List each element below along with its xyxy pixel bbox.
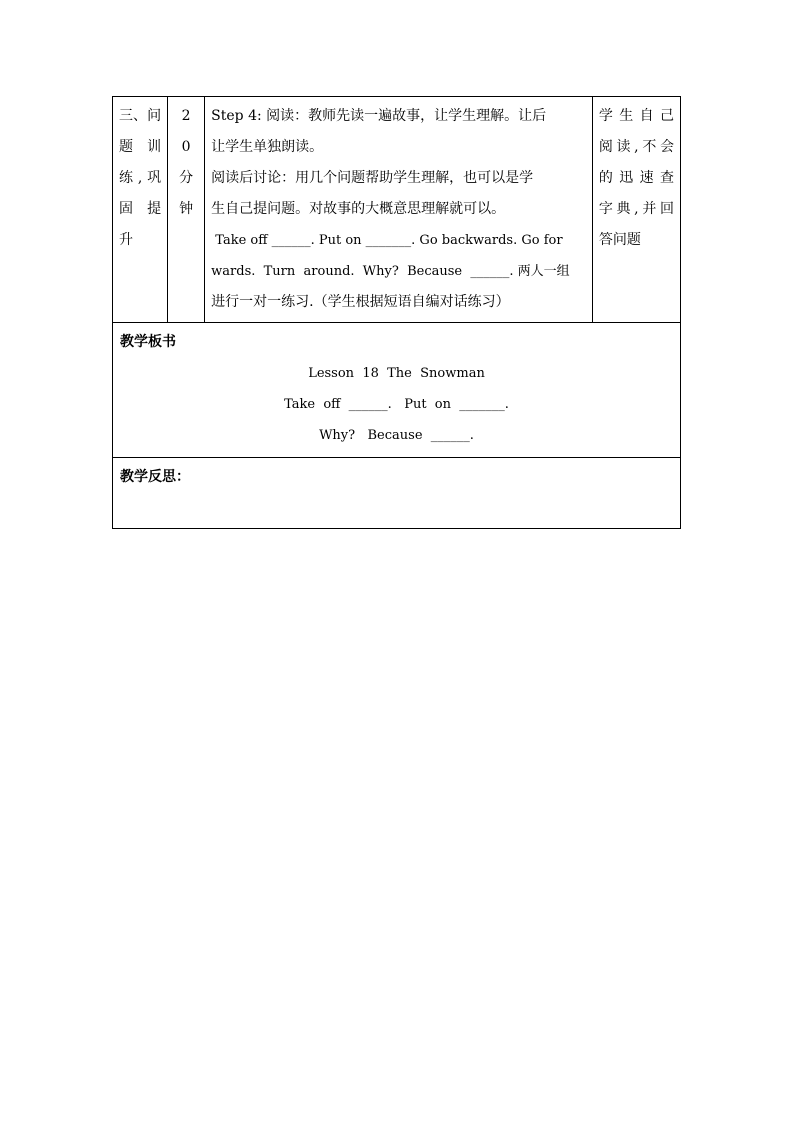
time-line: 分 xyxy=(179,170,194,186)
reflection-cell xyxy=(113,458,681,529)
stage-line: 三、问 xyxy=(119,108,162,124)
activity-line: wards. Turn around. Why? Because ______. 两人一组 xyxy=(211,264,570,279)
stage-line: 题 训 xyxy=(119,139,162,155)
stage-line: 练,巩 xyxy=(119,170,162,186)
student-line: 阅读,不会 xyxy=(598,139,674,155)
activity-line: Take off ______. Put on _______. Go backwards. Go for xyxy=(211,233,563,248)
board-title: 教学板书 xyxy=(120,334,176,350)
activity-line: Step 4: 阅读：教师先读一遍故事，让学生理解。让后 xyxy=(211,108,547,124)
activity-cell xyxy=(205,97,593,323)
student-line: 的 迅 速 查 xyxy=(598,170,674,186)
time-cell xyxy=(168,97,205,323)
board-row xyxy=(113,323,681,458)
student-line: 答问题 xyxy=(598,232,641,248)
time-line: 0 xyxy=(181,139,191,155)
time-line: 2 xyxy=(181,108,191,124)
board-line: Lesson 18 The Snowman xyxy=(308,366,485,381)
reflection-row xyxy=(113,458,681,529)
activity-line: 让学生单独朗读。 xyxy=(211,139,324,155)
time-line: 钟 xyxy=(179,201,194,217)
board-cell xyxy=(113,323,681,458)
board-line: Why? Because ______. xyxy=(319,428,474,443)
stage-line: 升 xyxy=(119,232,133,248)
step-row xyxy=(113,97,681,323)
stage-line: 固 提 xyxy=(119,201,162,217)
lesson-plan-table xyxy=(112,96,681,529)
activity-line: 阅读后讨论：用几个问题帮助学生理解，也可以是学 xyxy=(211,170,534,186)
lesson-plan-page xyxy=(112,96,681,529)
student-activity-cell xyxy=(592,97,680,323)
student-line: 学 生 自 己 xyxy=(598,108,674,124)
stage-cell xyxy=(113,97,168,323)
reflection-title: 教学反思： xyxy=(120,469,190,485)
student-line: 字典,并回 xyxy=(598,201,674,217)
board-line: Take off ______. Put on _______. xyxy=(284,397,509,412)
activity-line: 生自己提问题。对故事的大概意思理解就可以。 xyxy=(211,201,506,217)
activity-line: 进行一对一练习.（学生根据短语自编对话练习） xyxy=(211,294,510,310)
